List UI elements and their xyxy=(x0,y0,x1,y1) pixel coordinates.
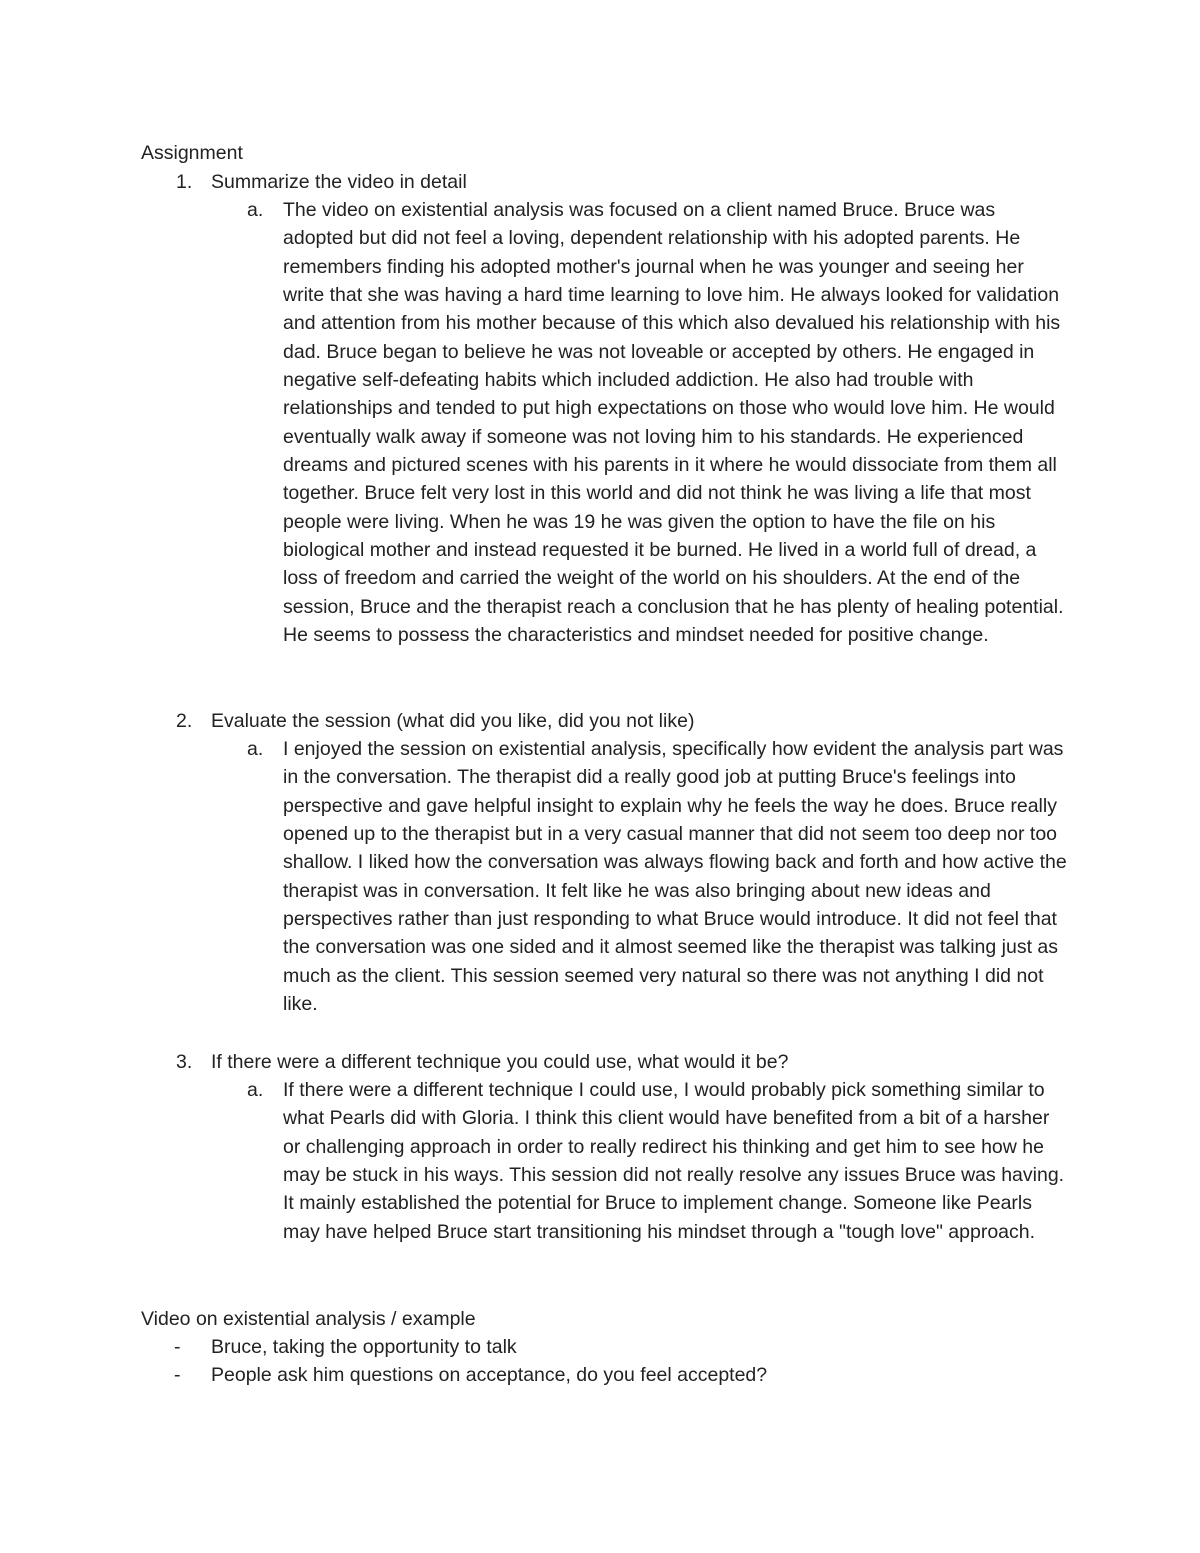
question-text: Summarize the video in detail xyxy=(211,171,467,193)
question-item-3 xyxy=(0,1048,1200,1076)
answer-marker: a. xyxy=(247,738,264,760)
assignment-heading: Assignment xyxy=(141,142,243,164)
notes-item-2 xyxy=(0,1361,1200,1389)
notes-heading: Video on existential analysis / example xyxy=(141,1308,476,1330)
answer-marker: a. xyxy=(247,1079,264,1101)
answer-text: I enjoyed the session on existential analysis, specifically how evident the analysis part was in the conversation. The therapist did a really good job at putting Bruce's feelings into perspective and gave helpful insight to explain why he feels the way he does. Bruce really opened up to the therapist but in a very casual manner that did not seem too deep nor too shallow. I liked how the conversation was always flowing back and forth and how active the therapist was in conversation. It felt like he was also bringing about new ideas and perspectives rather than just responding to what Bruce would introduce. It did not feel that the conversation was one sided and it almost seemed like the therapist was talking just as much as the client. This session seemed very natural so there was not anything I did not like. xyxy=(283,738,1067,1016)
notes-item-1 xyxy=(0,1333,1200,1361)
note-text: People ask him questions on acceptance, do you feel accepted? xyxy=(211,1364,768,1386)
question-text: Evaluate the session (what did you like, did you not like) xyxy=(211,710,695,732)
question-number: 3. xyxy=(176,1051,193,1073)
answer-text: The video on existential analysis was focused on a client named Bruce. Bruce was adopted but did not feel a loving, dependent relationship with his adopted parents. He remembers finding his adopted mother's journal when he was younger and seeing her write that she was having a hard time learning to love him. He always looked for validation and attention from his mother because of this which also devalued his relationship with his dad. Bruce began to believe he was not loveable or accepted by others. He engaged in negative self-defeating habits which included addiction. He also had trouble with relationships and tended to put high expectations on those who would love him. He would eventually walk away if someone was not loving him to his standards. He experienced dreams and pictured scenes with his parents in it where he would dissociate from them all together. Bruce felt very lost in this world and did not think he was living a life that most people were living. When he was 19 he was given the option to have the file on his biological mother and instead requested it be burned. He lived in a world full of dread, a loss of freedom and carried the weight of the world on his shoulders. At the end of the session, Bruce and the therapist reach a conclusion that he has plenty of healing potential. He seems to possess the characteristics and mindset needed for positive change. xyxy=(283,199,1064,647)
question-text: If there were a different technique you could use, what would it be? xyxy=(211,1051,789,1073)
bullet-dash: - xyxy=(174,1364,181,1386)
question-item-2 xyxy=(0,707,1200,735)
note-text: Bruce, taking the opportunity to talk xyxy=(211,1336,517,1358)
question-item-1 xyxy=(0,168,1200,196)
bullet-dash: - xyxy=(174,1336,181,1358)
answer-marker: a. xyxy=(247,199,264,221)
answer-text: If there were a different technique I could use, I would probably pick something similar to what Pearls did with Gloria. I think this client would have benefited from a bit of a harsher or challenging approach in order to really redirect his thinking and get him to see how he may be stuck in his ways. This session did not really resolve any issues Bruce was having. It mainly established the potential for Bruce to implement change. Someone like Pearls may have helped Bruce start transitioning his mindset through a "tough love" approach. xyxy=(283,1079,1065,1243)
question-number: 2. xyxy=(176,710,193,732)
question-number: 1. xyxy=(176,171,193,193)
